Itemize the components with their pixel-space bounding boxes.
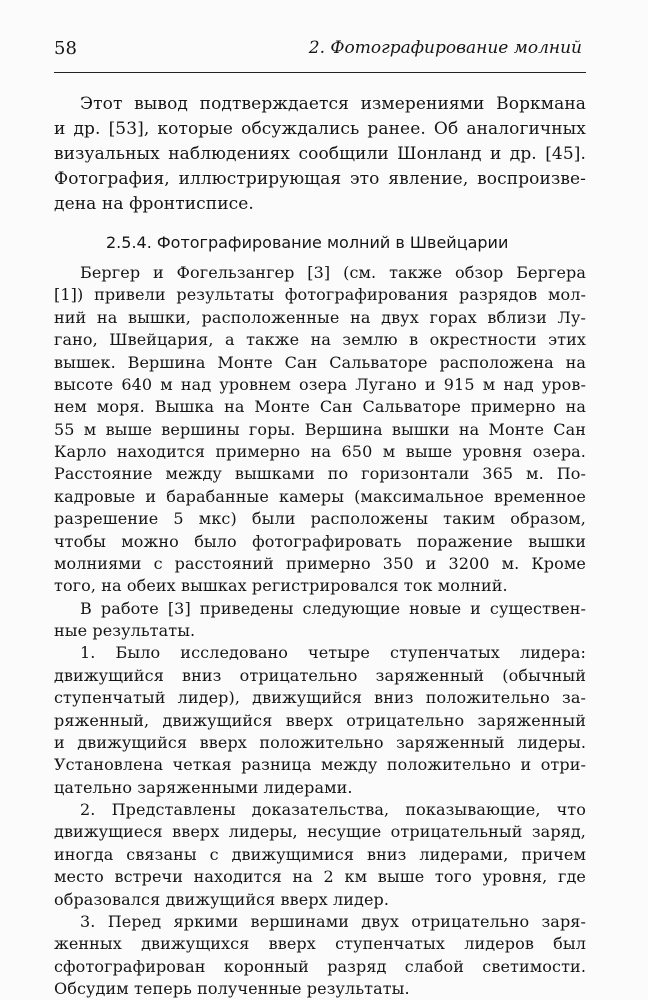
text-line: кадровые и барабанные камеры (максимальное временное xyxy=(54,486,586,506)
text-line: 3. Перед яркими вершинами двух отрицательно заря- xyxy=(80,911,586,931)
text-line: цательно заряженными лидерами. xyxy=(54,777,353,797)
text-line: дена на фронтисписе. xyxy=(54,194,254,214)
text-line: и движущийся вверх положительно заряженный лидеры. xyxy=(54,732,586,752)
text-line: Обсудим теперь полученные результаты. xyxy=(54,979,410,998)
section-heading: 2.5.4. Фотографирование молний в Швейцарии xyxy=(106,233,509,252)
text-line: чтобы можно было фотографировать поражение вышки xyxy=(54,531,586,551)
text-line: высоте 640 м над уровнем озера Лугано и 915 м над уров- xyxy=(54,374,586,394)
page-number: 58 xyxy=(54,38,77,59)
text-line: гано, Швейцария, а также на землю в окрестности этих xyxy=(54,330,586,350)
running-title: 2. Фотографирование молний xyxy=(308,38,582,58)
text-line: Бергер и Фогельзангер [3] (см. также обзор Бергера xyxy=(80,263,586,282)
text-line: Установлена четкая разница между положительно и отри- xyxy=(54,755,586,775)
text-line: место встречи находится на 2 км выше того уровня, где xyxy=(54,867,586,887)
text-line: ступенчатый лидер), движущийся вниз положительно за- xyxy=(54,688,586,708)
text-line: 55 м выше вершины горы. Вершина вышки на Монте Сан xyxy=(54,419,586,439)
page-header xyxy=(54,38,594,64)
text-line: молниями с расстояний примерно 350 и 3200 м. Кроме xyxy=(54,553,586,573)
header-rule xyxy=(54,72,586,73)
text-line: Карло находится примерно на 650 м выше уровня озера. xyxy=(54,442,586,461)
text-line: сфотографирован коронный разряд слабой светимости. xyxy=(54,956,586,976)
text-line: В работе [3] приведены следующие новые и существен- xyxy=(80,598,586,618)
text-line: женных движущихся вверх ступенчатых лидеров был xyxy=(54,934,586,954)
text-line: и др. [53], которые обсуждались ранее. Об аналогичных xyxy=(54,119,586,139)
text-line: того, на обеих вышках регистрировался ток молний. xyxy=(54,576,508,596)
text-line: движущиеся вверх лидеры, несущие отрицательный заряд, xyxy=(54,822,586,842)
text-line: [1]) привели результаты фотографирования разрядов мол- xyxy=(54,285,586,305)
text-line: 1. Было исследовано четыре ступенчатых лидера: xyxy=(80,643,586,663)
text-line: Этот вывод подтверждается измерениями Воркмана xyxy=(80,94,586,114)
text-line: нем моря. Вышка на Монте Сан Сальваторе примерно на xyxy=(54,397,586,417)
text-line: ряженный, движущийся вверх отрицательно заряженный xyxy=(54,710,586,730)
text-line: Фотография, иллюстрирующая это явление, воспроизве- xyxy=(54,169,586,189)
text-line: 2. Представлены доказательства, показывающие, что xyxy=(80,800,586,819)
text-line: движущийся вниз отрицательно заряженный (обычный xyxy=(54,665,586,685)
text-line: разрешение 5 мкс) были расположены таким образом, xyxy=(54,509,586,529)
text-line: ные результаты. xyxy=(54,621,196,640)
text-line: образовался движущийся вверх лидер. xyxy=(54,889,390,909)
text-line: визуальных наблюдениях сообщили Шонланд и др. [45]. xyxy=(54,144,586,164)
text-line: вышек. Вершина Монте Сан Сальваторе расположена на xyxy=(54,352,586,372)
text-line: ний на вышки, расположенные на двух горах вблизи Лу- xyxy=(54,307,586,327)
text-line: иногда связаны с движущимися вниз лидерами, причем xyxy=(54,844,586,864)
text-line: Расстояние между вышками по горизонтали 365 м. По- xyxy=(54,464,586,484)
